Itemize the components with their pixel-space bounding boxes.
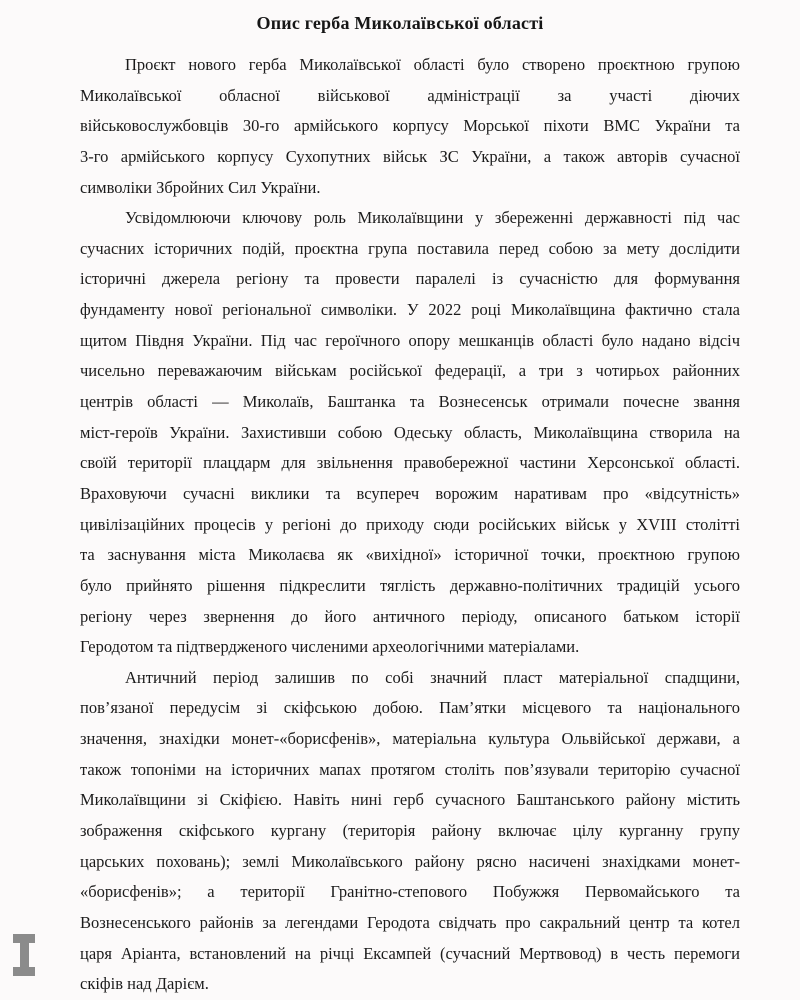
text-line: та заснування міста Миколаєва як «вихідної» історичної точки, проєктною групою bbox=[80, 545, 740, 565]
text-line: сучасних історичних подій, проєктна група поставила перед собою за мету дослідити bbox=[80, 238, 740, 258]
text-line: 3-го армійського корпусу Сухопутних військ ЗС України, а також авторів сучасної bbox=[80, 146, 740, 166]
text-line: Античний період залишив по собі значний пласт матеріальної спадщини, bbox=[125, 667, 740, 687]
text-line: центрів області — Миколаїв, Баштанка та Вознесенськ отримали почесне звання bbox=[80, 392, 740, 412]
text-line: військовослужбовців 30-го армійського корпусу Морської піхоти ВМС України та bbox=[80, 116, 740, 136]
text-line: царя Аріанта, встановлений на річці Ексампей (сучасний Мертвовод) в честь перемоги bbox=[80, 943, 740, 963]
document-body bbox=[80, 50, 740, 1000]
text-line: значення, знахідки монет-«борисфенів», матеріальна культура Ольвійської держави, а bbox=[80, 729, 740, 749]
text-line: Проєкт нового герба Миколаївської області було створено проєктною групою bbox=[125, 55, 740, 74]
text-line: пов’язаної передусім зі скіфською добою. Пам’ятки місцевого та національного bbox=[80, 698, 740, 718]
text-line: Враховуючи сучасні виклики та всупереч ворожим наративам про «відсутність» bbox=[80, 483, 740, 503]
text-line: скіфів над Дарієм. bbox=[80, 974, 209, 994]
text-line: царських поховань); землі Миколаївського району рясно насичені знахідками монет- bbox=[80, 851, 740, 871]
text-line: щитом Півдня України. Під час героїчного опору мешканців області було надано відсіч bbox=[80, 330, 740, 350]
text-line: Миколаївщини зі Скіфією. Навіть нині герб сучасного Баштанського району містить bbox=[80, 790, 740, 810]
text-line: історичні джерела регіону та провести паралелі із сучасністю для формування bbox=[80, 269, 740, 289]
text-line: також топоніми на історичних мапах протягом століть пов’язували територію сучасної bbox=[80, 759, 740, 779]
text-cursor-icon bbox=[13, 934, 35, 976]
text-line: було прийнято рішення підкреслити тяглість державно-політичних традицій усього bbox=[80, 575, 740, 595]
text-cursor-icon-bar bbox=[13, 967, 35, 976]
text-line: цивілізаційних процесів у регіоні до приходу сюди російських військ у XVIII столітті bbox=[80, 514, 740, 534]
text-line: Усвідомлюючи ключову роль Миколаївщини у збереженні державності під час bbox=[125, 208, 740, 228]
text-line: Вознесенського районів за легендами Геродота свідчать про сакральний центр та котел bbox=[80, 912, 740, 932]
page-title: Опис герба Миколаївської області bbox=[256, 13, 544, 33]
text-line: Геродотом та підтвердженого численими археологічними матеріалами. bbox=[80, 637, 580, 657]
text-line: чисельно переважаючим військам російської федерації, а три з чотирьох районних bbox=[80, 361, 740, 381]
text-line: символіки Збройних Сил України. bbox=[80, 177, 321, 197]
text-line: своїй території плацдарм для звільнення правобережної частини Херсонської області. bbox=[80, 453, 740, 473]
text-line: «борисфенів»; а території Гранітно-степового Побужжя Первомайського та bbox=[80, 882, 740, 902]
text-line: міст-героїв України. Захистивши собою Одеську область, Миколаївщина створила на bbox=[80, 422, 740, 442]
text-line: зображення скіфського кургану (територія району включає цілу курганну групу bbox=[80, 821, 740, 841]
text-line: фундаменту нової регіональної символіки. У 2022 році Миколаївщина фактично стала bbox=[80, 300, 740, 320]
text-line: регіону через звернення до його античного періоду, описаного батьком історії bbox=[80, 606, 740, 626]
text-line: Миколаївської обласної військової адміністрації за участі діючих bbox=[80, 85, 740, 105]
